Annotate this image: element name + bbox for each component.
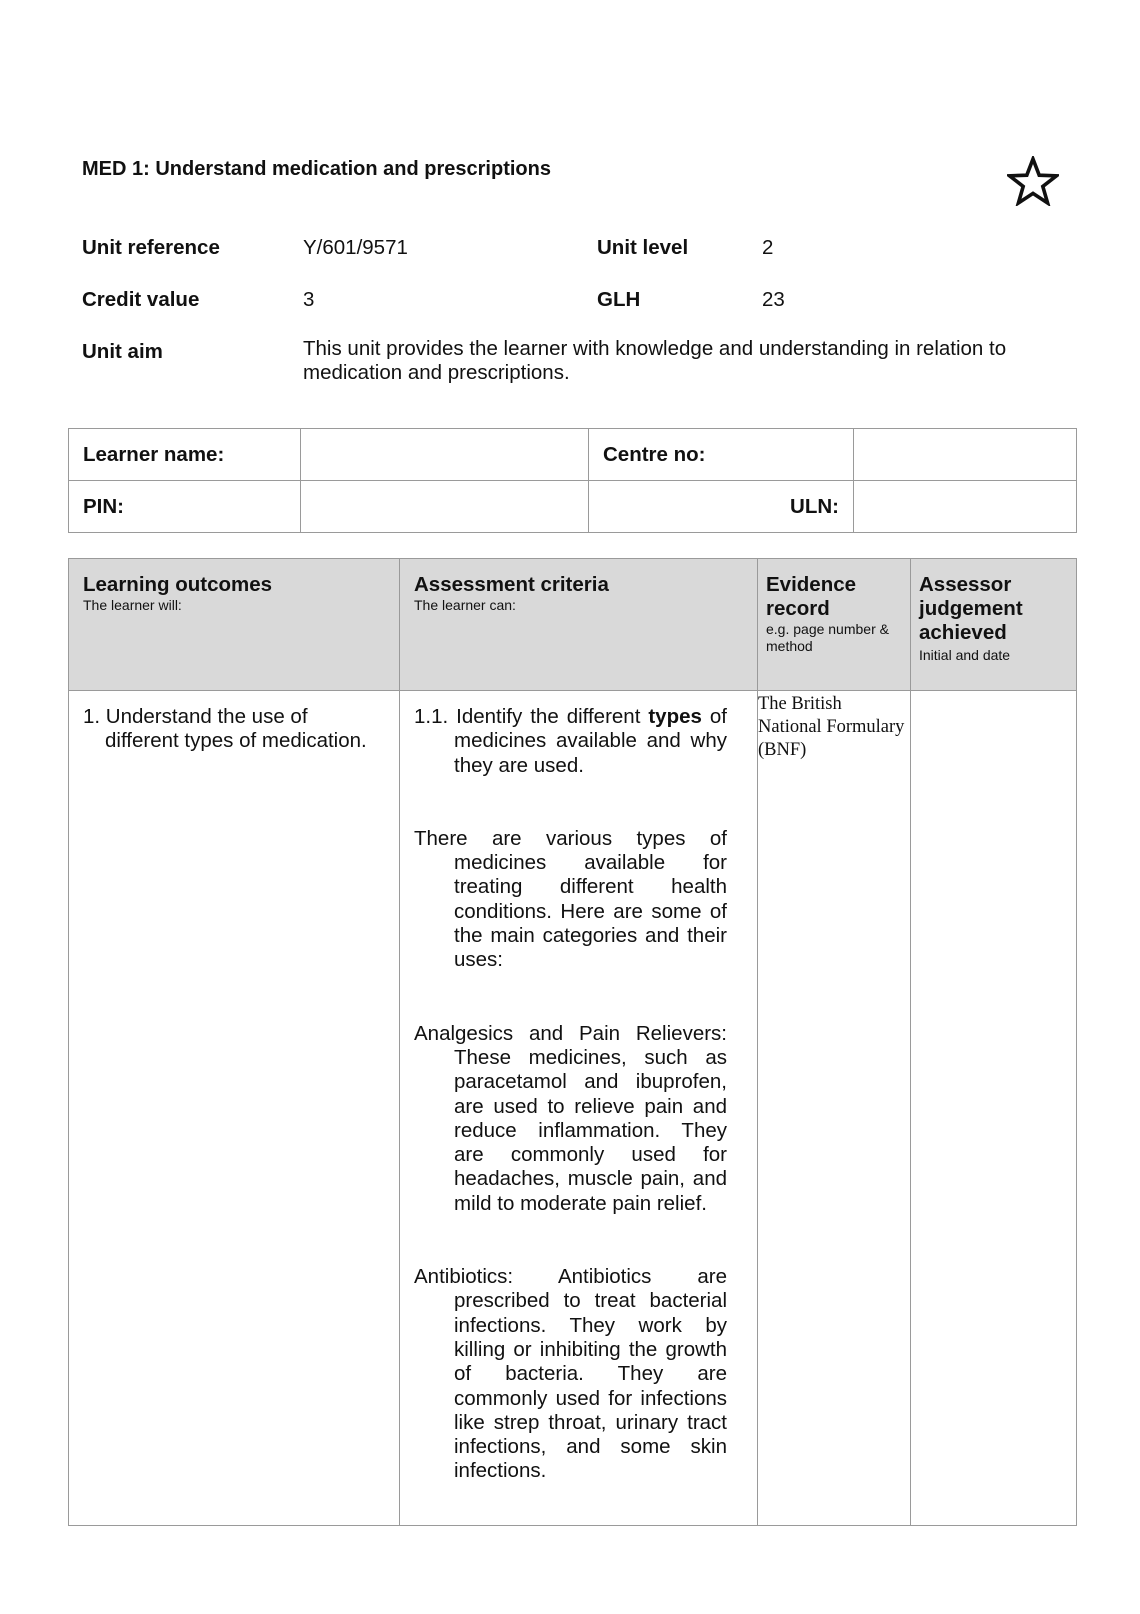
criteria-paragraph-analgesics: Analgesics and Pain Relievers: These medicines, such as paracetamol and ibuprofen, are used to relieve pain and reduce inflammation. They are commonly used for headaches, muscle pain, and mild to moderate pain relief. — [414, 1021, 727, 1215]
pin-label: PIN: — [69, 481, 301, 533]
assessment-criteria-cell — [400, 691, 758, 1526]
glh-value: 23 — [762, 288, 785, 311]
uln-label: ULN: — [589, 481, 854, 533]
learner-name-label: Learner name: — [69, 429, 301, 481]
evidence-record-cell[interactable] — [758, 691, 911, 1526]
criterion-1-1-suffix: of medicines available and why they are used. — [454, 705, 727, 777]
header-assessment-criteria-sub: The learner can: — [414, 597, 516, 613]
learner-details-table — [68, 428, 1077, 533]
header-assessment-criteria-title: Assessment criteria — [414, 573, 609, 596]
header-learning-outcomes-sub: The learner will: — [83, 597, 182, 613]
criteria-paragraph-antibiotics: Antibiotics: Antibiotics are prescribed to treat bacterial infections. They work by killing or inhibiting the growth of bacteria. They are commonly used for infections like strep throat, urinary tract infections, and some skin infections. — [414, 1265, 727, 1483]
star-outline-icon[interactable] — [1007, 156, 1059, 206]
unit-reference-label: Unit reference — [82, 236, 220, 259]
assessor-judgement-cell[interactable] — [911, 691, 1077, 1526]
header-assessor-judgement-title: Assessor judgement achieved — [919, 573, 1023, 644]
header-evidence-record-title: Evidence record — [766, 573, 857, 620]
criterion-1-1-prefix: 1.1. Identify the different — [414, 705, 649, 728]
criterion-1-1-bold: types — [648, 705, 702, 728]
header-assessor-judgement-sub: Initial and date — [919, 647, 1011, 663]
pin-field[interactable] — [301, 481, 589, 533]
credit-value: 3 — [303, 288, 315, 311]
criteria-paragraph-intro: There are various types of medicines available for treating different health conditions. Here are some of the main categories and their uses: — [414, 826, 727, 972]
centre-no-label: Centre no: — [589, 429, 854, 481]
evidence-record-text: The British National Formulary (BNF) — [758, 694, 905, 760]
learning-outcome-text: 1. Understand the use of different types of medication. — [83, 705, 367, 752]
header-evidence-record — [758, 559, 911, 691]
header-evidence-record-sub: e.g. page number & method — [766, 621, 889, 654]
uln-field[interactable] — [854, 481, 1077, 533]
header-assessment-criteria — [400, 559, 758, 691]
unit-reference-value: Y/601/9571 — [303, 236, 408, 259]
centre-no-field[interactable] — [854, 429, 1077, 481]
learner-name-field[interactable] — [301, 429, 589, 481]
assessment-header-row — [69, 559, 1077, 691]
criterion-1-1 — [414, 705, 727, 778]
header-assessor-judgement — [911, 559, 1077, 691]
credit-value-label: Credit value — [82, 288, 200, 311]
unit-level-value: 2 — [762, 236, 774, 259]
unit-level-label: Unit level — [597, 236, 689, 259]
header-learning-outcomes-title: Learning outcomes — [83, 573, 273, 596]
unit-aim-label: Unit aim — [82, 340, 163, 363]
learning-outcome-cell — [69, 691, 400, 1526]
unit-aim-text: This unit provides the learner with knowledge and understanding in relation to medication and prescriptions. — [303, 337, 1007, 384]
assessment-table — [68, 558, 1077, 1526]
table-row — [69, 691, 1077, 1526]
glh-label: GLH — [597, 288, 641, 311]
header-learning-outcomes — [69, 559, 400, 691]
unit-title: MED 1: Understand medication and prescriptions — [82, 158, 551, 180]
